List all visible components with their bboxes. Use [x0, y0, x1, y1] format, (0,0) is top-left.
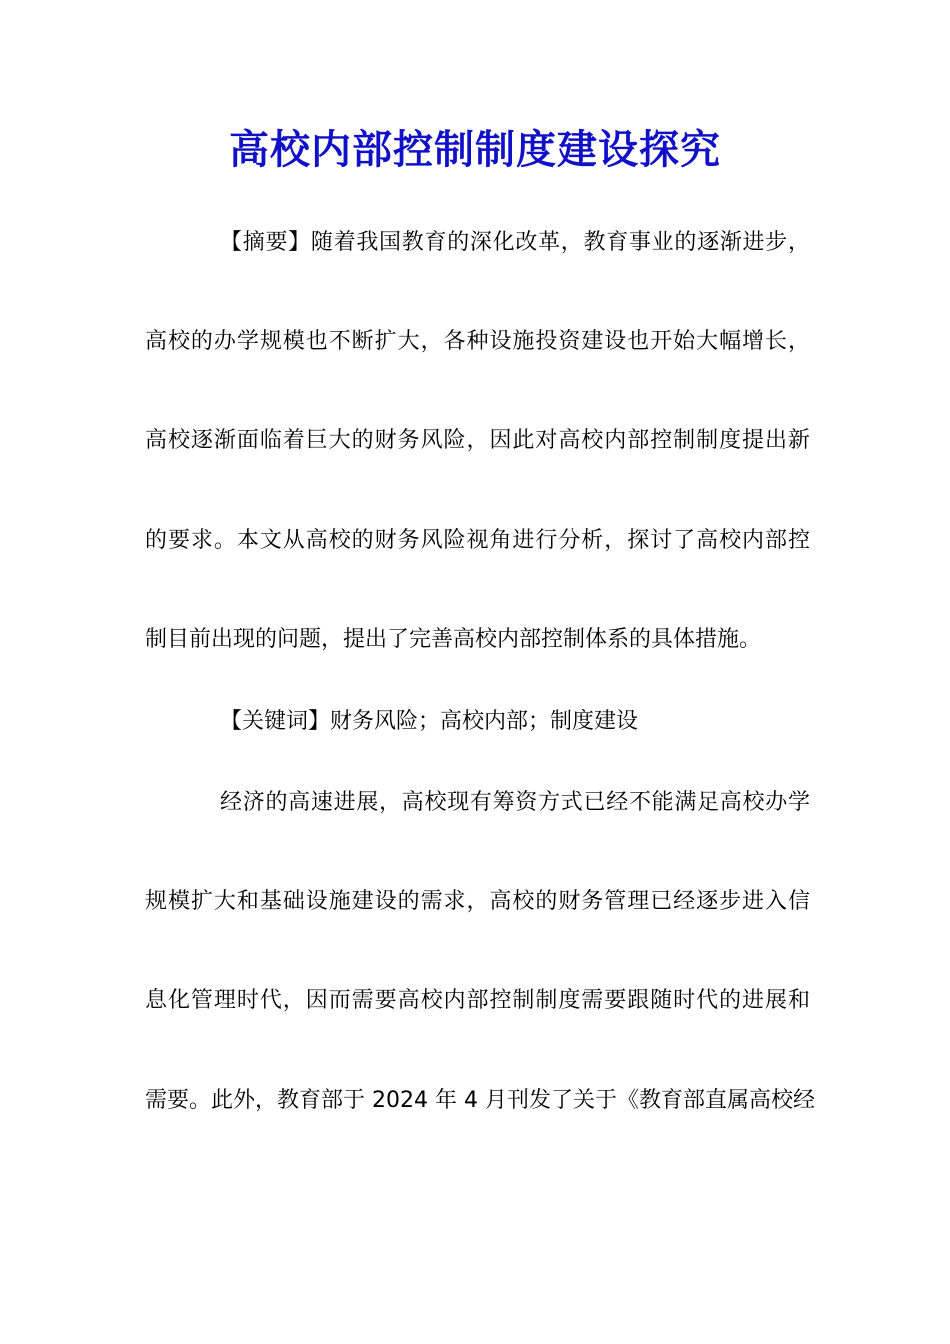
document-title: 高校内部控制制度建设探究 — [229, 126, 721, 173]
body-line-3: 息化管理时代，因而需要高校内部控制制度需要跟随时代的进展和 — [145, 988, 810, 1013]
abstract-line-3: 高校逐渐面临着巨大的财务风险，因此对高校内部控制制度提出新 — [145, 428, 810, 453]
body-line-4: 需要。此外，教育部于 2024 年 4 月刊发了关于《教育部直属高校经 — [145, 1088, 815, 1113]
body-line-1: 经济的高速进展，高校现有筹资方式已经不能满足高校办学 — [220, 790, 810, 815]
abstract-line-5: 制目前出现的问题，提出了完善高校内部控制体系的具体措施。 — [145, 627, 762, 652]
body-line-2: 规模扩大和基础设施建设的需求，高校的财务管理已经逐步进入信 — [145, 889, 810, 914]
keywords-line: 【关键词】财务风险；高校内部；制度建设 — [220, 709, 639, 734]
abstract-line-4: 的要求。本文从高校的财务风险视角进行分析，探讨了高校内部控 — [145, 528, 810, 553]
abstract-line-1: 【摘要】随着我国教育的深化改革，教育事业的逐渐进步， — [220, 230, 810, 255]
abstract-line-2: 高校的办学规模也不断扩大，各种设施投资建设也开始大幅增长， — [145, 329, 810, 354]
